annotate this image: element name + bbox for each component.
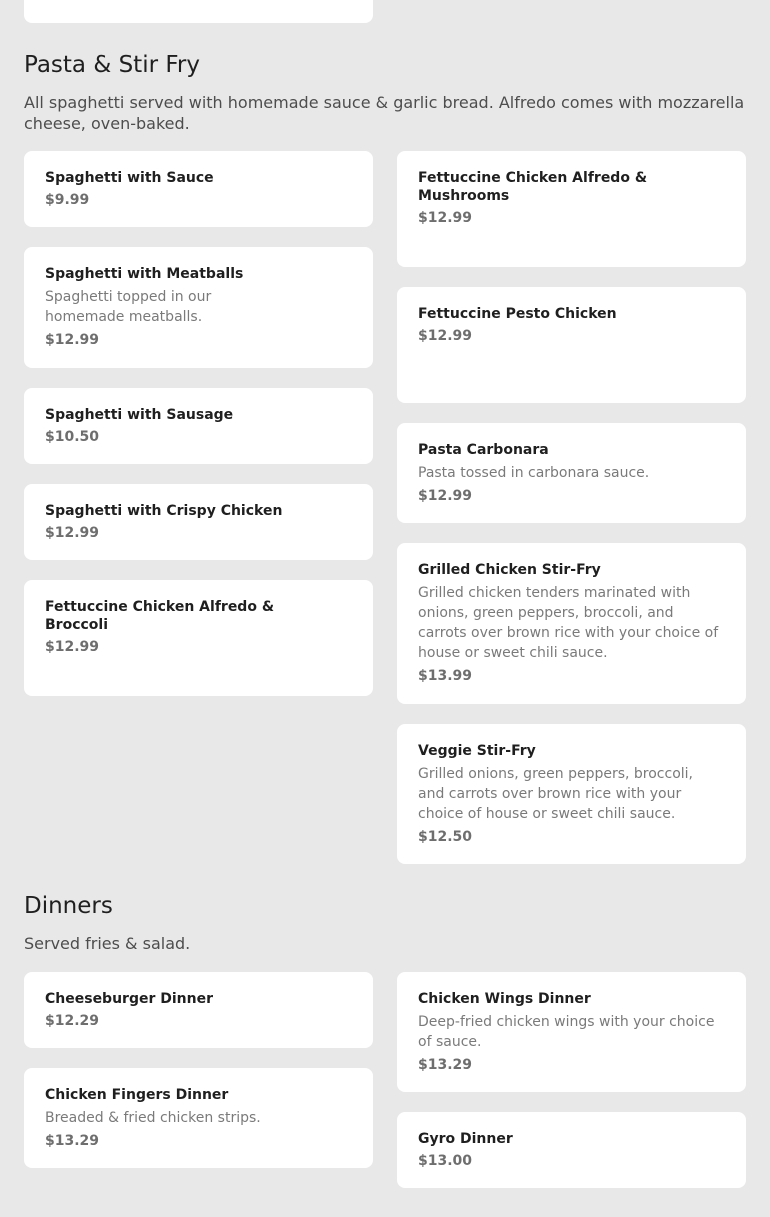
menu-item-description: Breaded & fried chicken strips. xyxy=(45,1110,261,1126)
menu-item-description: Grilled chicken tenders marinated with onions, green peppers, broccoli, and carrots over brown rice with your choice of house or sweet chili sauce. xyxy=(418,585,719,661)
menu-item-name: Chicken Wings Dinner xyxy=(418,991,591,1007)
menu-item-name: Spaghetti with Sausage xyxy=(45,407,234,423)
menu-item-name: Veggie Stir-Fry xyxy=(418,743,536,759)
menu-item-card[interactable] xyxy=(397,423,746,523)
menu-item-name: Pasta Carbonara xyxy=(418,442,549,458)
menu-item-price: $12.99 xyxy=(45,332,100,348)
menu-item-name: Gyro Dinner xyxy=(418,1131,513,1147)
menu-item-card[interactable] xyxy=(397,724,746,864)
section-description-pasta-stir-fry: All spaghetti served with homemade sauce & garlic bread. Alfredo comes with mozzarella cheese, oven-baked. xyxy=(24,93,745,133)
menu-item-card[interactable] xyxy=(24,247,373,368)
menu-item-price: $12.99 xyxy=(418,488,473,504)
menu-item-description: Spaghetti topped in our homemade meatballs. xyxy=(45,289,212,325)
menu-item-price: $9.99 xyxy=(45,192,90,208)
menu-item-price: $13.00 xyxy=(418,1153,473,1169)
menu-item-card[interactable] xyxy=(24,972,373,1048)
menu-item-card[interactable] xyxy=(397,543,746,704)
menu-item-card[interactable] xyxy=(397,287,746,403)
menu-item-card[interactable] xyxy=(24,151,373,227)
menu-item-card-partial[interactable] xyxy=(24,0,373,23)
menu-item-card[interactable] xyxy=(24,1068,373,1168)
menu-item-name: Chicken Fingers Dinner xyxy=(45,1087,229,1103)
menu-item-name: Spaghetti with Meatballs xyxy=(45,266,244,282)
menu-item-description: Grilled onions, green peppers, broccoli, and carrots over brown rice with your choice of house or sweet chili sauce. xyxy=(418,766,693,822)
menu-item-description: Deep-fried chicken wings with your choice of sauce. xyxy=(418,1014,715,1050)
menu-item-price: $12.99 xyxy=(418,210,473,226)
menu-item-price: $13.29 xyxy=(45,1133,100,1149)
menu-item-name: Fettuccine Chicken Alfredo & Broccoli xyxy=(45,599,275,633)
menu-item-name: Grilled Chicken Stir-Fry xyxy=(418,562,601,578)
menu-item-price: $12.99 xyxy=(45,639,100,655)
menu-item-name: Spaghetti with Crispy Chicken xyxy=(45,503,283,519)
menu-item-price: $12.99 xyxy=(418,328,473,344)
menu-item-price: $13.29 xyxy=(418,1057,473,1073)
section-title-dinners: Dinners xyxy=(24,893,113,919)
menu-item-card[interactable] xyxy=(24,580,373,696)
menu-item-name: Cheeseburger Dinner xyxy=(45,991,213,1007)
menu-item-price: $10.50 xyxy=(45,429,100,445)
menu-item-price: $12.50 xyxy=(418,829,473,845)
menu-item-card[interactable] xyxy=(24,484,373,560)
menu-item-price: $12.29 xyxy=(45,1013,100,1029)
section-title-pasta-stir-fry: Pasta & Stir Fry xyxy=(24,52,200,78)
menu-item-card[interactable] xyxy=(24,388,373,464)
menu-item-description: Pasta tossed in carbonara sauce. xyxy=(418,465,650,481)
menu-item-price: $13.99 xyxy=(418,668,473,684)
menu-item-card[interactable] xyxy=(397,972,746,1092)
menu-item-card[interactable] xyxy=(397,151,746,267)
menu-item-price: $12.99 xyxy=(45,525,100,541)
menu-item-name: Spaghetti with Sauce xyxy=(45,170,214,186)
menu-item-name: Fettuccine Pesto Chicken xyxy=(418,306,617,322)
menu-item-name: Fettuccine Chicken Alfredo & Mushrooms xyxy=(418,170,648,204)
menu-item-card[interactable] xyxy=(397,1112,746,1188)
section-description-dinners: Served fries & salad. xyxy=(24,934,191,953)
